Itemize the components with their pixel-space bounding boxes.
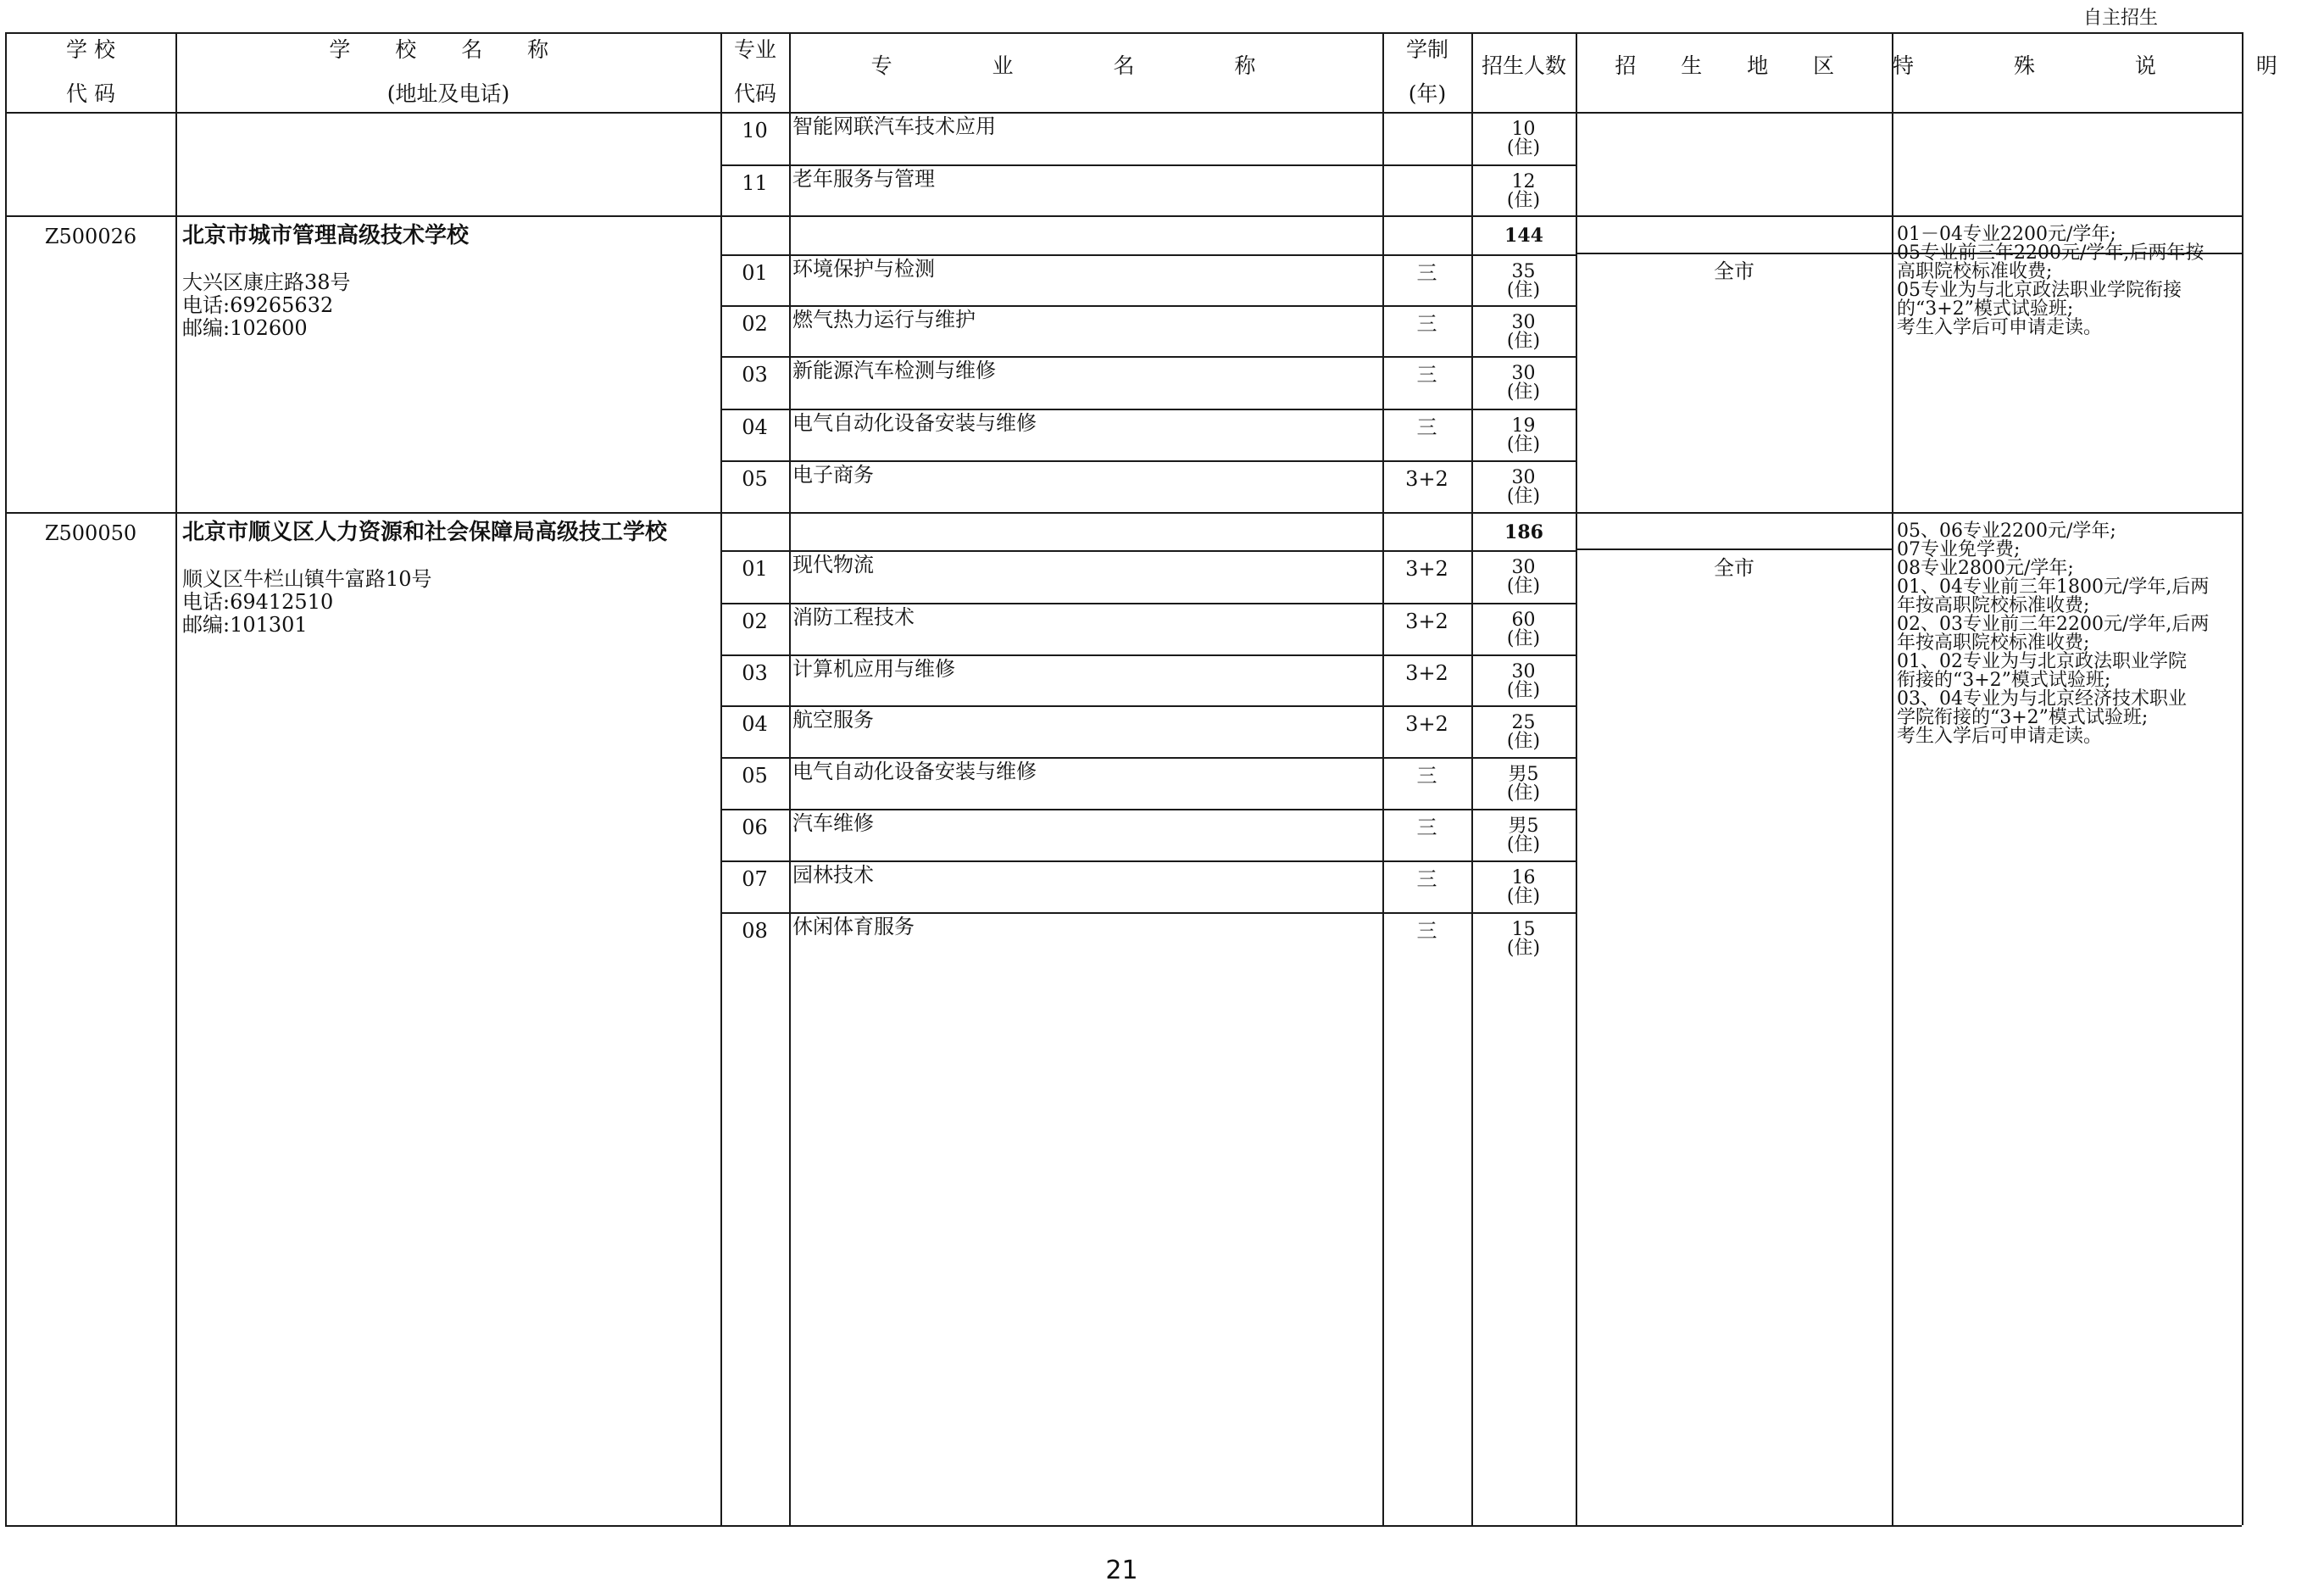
school2-code: Z500050	[44, 521, 137, 545]
school2-major-code: 03	[742, 661, 768, 685]
header-major-code-line2: 代码	[733, 81, 776, 106]
school1-notes: 01－04专业2200元/学年; 05专业前三年2200元/学年,后两年按 高职院校标准收费; 05专业为与北京政法职业学院衔接 的“3+2”模式试验班; 考生入学后可申请走读。	[1897, 224, 2204, 338]
row-divider	[720, 705, 1576, 707]
school1-major-code: 01	[742, 261, 768, 285]
school1-major-duration: 三	[1416, 415, 1437, 439]
row-divider	[720, 254, 1576, 256]
school2-major-board: (住)	[1506, 782, 1541, 804]
header-region: 招 生 地 区	[1615, 53, 1854, 78]
school2-major-count: 15	[1511, 919, 1536, 940]
row-divider	[720, 164, 1576, 166]
table-column-border	[1892, 32, 1893, 1525]
school2-major-count: 60	[1511, 610, 1536, 631]
school2-major-count: 30	[1511, 661, 1536, 682]
school2-major-count: 男5	[1508, 764, 1539, 785]
continued-major-count: 10	[1511, 119, 1536, 140]
row-divider	[720, 460, 1576, 462]
school2-name: 北京市顺义区人力资源和社会保障局高级技工学校	[182, 520, 668, 545]
row-divider	[720, 809, 1576, 810]
school2-major-count: 30	[1511, 557, 1536, 578]
school2-region: 全市	[1714, 556, 1754, 580]
school2-major-duration: 三	[1416, 764, 1437, 788]
school1-major-name: 环境保护与检测	[792, 257, 935, 281]
continued-major-board: (住)	[1506, 190, 1541, 211]
school1-major-code: 03	[742, 363, 768, 387]
school2-major-board: (住)	[1506, 938, 1541, 959]
continued-major-count: 12	[1511, 171, 1536, 192]
school2-major-code: 08	[742, 919, 768, 943]
row-divider	[720, 550, 1576, 552]
school2-major-code: 02	[742, 610, 768, 633]
school1-major-board: (住)	[1506, 434, 1541, 455]
school2-major-name: 电气自动化设备安装与维修	[792, 760, 1037, 783]
school2-major-name: 航空服务	[792, 708, 874, 732]
school1-major-count: 35	[1511, 261, 1536, 282]
school1-major-board: (住)	[1506, 381, 1541, 403]
school2-total: 186	[1504, 521, 1543, 543]
school1-major-name: 电气自动化设备安装与维修	[792, 411, 1037, 435]
table-header-border	[5, 112, 2242, 114]
school2-major-board: (住)	[1506, 628, 1541, 649]
row-divider	[720, 860, 1576, 862]
school2-phone: 电话:69412510	[182, 590, 334, 614]
row-divider	[720, 654, 1576, 656]
school1-major-duration: 三	[1416, 261, 1437, 285]
school1-major-code: 02	[742, 312, 768, 336]
school1-name: 北京市城市管理高级技术学校	[182, 223, 470, 248]
header-school-name: 学 校 名 称	[329, 37, 568, 62]
school1-code: Z500026	[44, 225, 137, 248]
school2-major-duration: 3+2	[1405, 712, 1448, 736]
school2-major-duration: 三	[1416, 867, 1437, 891]
header-notes: 特 殊 说 明	[1893, 53, 2324, 78]
table-column-border	[2242, 32, 2243, 1525]
table-column-border	[789, 32, 791, 1525]
table-column-border	[175, 32, 177, 1525]
school1-major-duration: 三	[1416, 312, 1437, 336]
school1-major-duration: 3+2	[1405, 467, 1448, 491]
school2-major-name: 计算机应用与维修	[792, 657, 955, 681]
school1-major-duration: 三	[1416, 363, 1437, 387]
continued-major-code: 10	[742, 119, 768, 142]
school2-major-name: 现代物流	[792, 553, 874, 576]
row-divider	[720, 409, 1576, 410]
school2-major-board: (住)	[1506, 576, 1541, 597]
row-divider	[720, 912, 1576, 914]
school2-address: 顺义区牛栏山镇牛富路10号	[182, 567, 432, 591]
row-divider	[720, 603, 1576, 604]
continued-major-board: (住)	[1506, 137, 1541, 159]
school2-postcode: 邮编:101301	[182, 613, 308, 637]
school2-major-count: 男5	[1508, 816, 1539, 837]
school2-major-duration: 3+2	[1405, 610, 1448, 633]
page-number: 21	[1105, 1556, 1138, 1585]
school2-major-code: 04	[742, 712, 768, 736]
school2-notes: 05、06专业2200元/学年; 07专业免学费; 08专业2800元/学年; 01、04专业前三年1800元/学年,后两 年按高职院校标准收费; 02、03专业前三年2200元/学年,后两 年按高职院校标准收费; 01、02专业为与北京政法职业学院 衔接的“3+2”模式试验班; 03、04专业为与北京经济技术职业 学院衔接的“3+2”模式试验班; 考生入学后可申请走读。	[1897, 521, 2210, 747]
corner-label: 自主招生	[2083, 8, 2159, 29]
row-divider	[720, 305, 1576, 307]
school2-major-code: 01	[742, 557, 768, 581]
header-school-code-line1: 学 校	[66, 37, 115, 62]
school2-major-name: 汽车维修	[792, 811, 874, 835]
school2-major-duration: 3+2	[1405, 661, 1448, 685]
school2-major-duration: 三	[1416, 816, 1437, 839]
school1-major-count: 30	[1511, 312, 1536, 333]
school1-major-count: 30	[1511, 363, 1536, 384]
row-divider	[720, 356, 1576, 358]
school-divider	[5, 215, 2242, 217]
school2-major-board: (住)	[1506, 731, 1541, 752]
school2-major-duration: 三	[1416, 919, 1437, 943]
table-bottom-border	[5, 1525, 2242, 1527]
school2-major-duration: 3+2	[1405, 557, 1448, 581]
school1-major-code: 04	[742, 415, 768, 439]
continued-major-code: 11	[742, 171, 768, 195]
table-column-border	[5, 32, 7, 1525]
school1-major-board: (住)	[1506, 486, 1541, 507]
header-duration-line2: (年)	[1408, 81, 1447, 106]
table-top-border	[5, 32, 2242, 34]
school1-region: 全市	[1714, 259, 1754, 283]
school2-major-name: 休闲体育服务	[792, 915, 915, 938]
school1-major-name: 新能源汽车检测与维修	[792, 359, 996, 382]
header-school-code-line2: 代 码	[66, 81, 115, 106]
school2-major-count: 25	[1511, 712, 1536, 733]
header-major-code-line1: 专业	[733, 37, 776, 62]
continued-major-name: 老年服务与管理	[792, 167, 935, 191]
school2-major-board: (住)	[1506, 834, 1541, 855]
school2-major-code: 06	[742, 816, 768, 839]
table-column-border	[1576, 32, 1577, 1525]
row-divider	[720, 757, 1576, 759]
school2-major-board: (住)	[1506, 886, 1541, 907]
school1-total: 144	[1504, 225, 1543, 247]
school2-major-name: 园林技术	[792, 863, 874, 887]
school2-major-code: 05	[742, 764, 768, 788]
school2-major-count: 16	[1511, 867, 1536, 888]
header-major-name: 专 业 名 称	[870, 53, 1303, 78]
header-school-name-sub: (地址及电话)	[386, 81, 510, 106]
school1-address: 大兴区康庄路38号	[182, 270, 351, 294]
school1-phone: 电话:69265632	[182, 293, 334, 317]
header-duration-line1: 学制	[1405, 37, 1448, 62]
school2-major-board: (住)	[1506, 680, 1541, 701]
school1-major-count: 30	[1511, 467, 1536, 488]
school1-major-name: 燃气热力运行与维护	[792, 308, 976, 331]
school1-postcode: 邮编:102600	[182, 316, 308, 340]
continued-major-name: 智能网联汽车技术应用	[792, 114, 996, 138]
school2-major-code: 07	[742, 867, 768, 891]
school-divider	[5, 512, 2242, 514]
school1-major-count: 19	[1511, 415, 1536, 437]
school1-major-name: 电子商务	[792, 463, 874, 487]
header-enrollment: 招生人数	[1481, 53, 1566, 78]
row-divider	[1576, 548, 1892, 550]
school1-major-board: (住)	[1506, 280, 1541, 301]
school1-major-board: (住)	[1506, 331, 1541, 352]
school2-major-name: 消防工程技术	[792, 605, 915, 629]
school1-major-code: 05	[742, 467, 768, 491]
